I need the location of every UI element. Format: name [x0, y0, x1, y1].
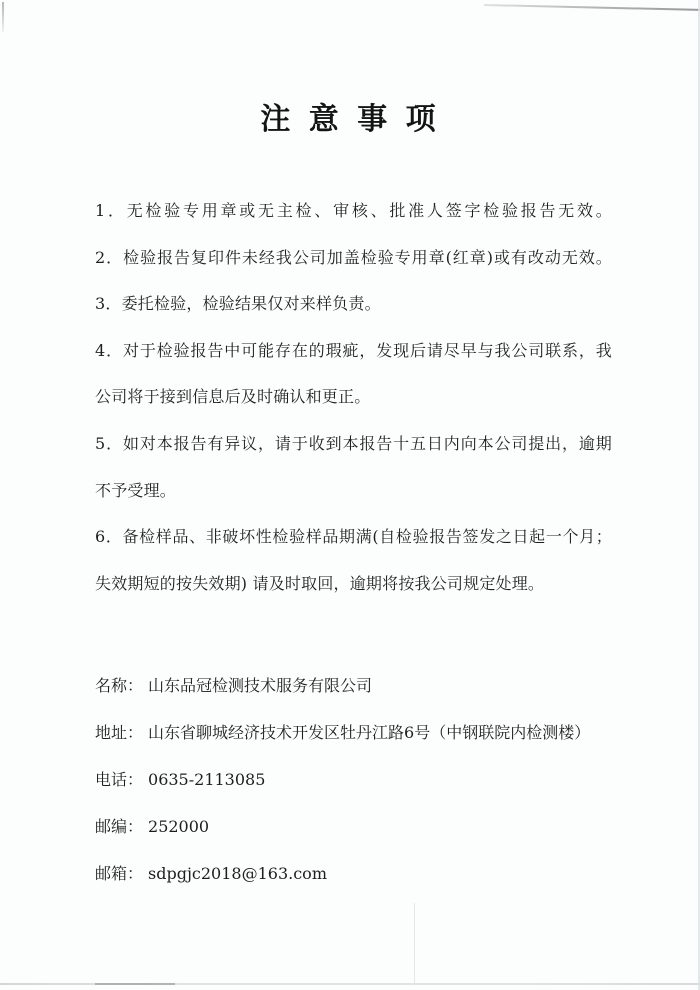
scan-artifact-paper-crease: [414, 903, 415, 985]
postal-code-value: 252000: [148, 817, 210, 836]
notice-item-3-line-1: 3．委托检验，检验结果仅对来样负责。: [95, 294, 381, 314]
contact-row-address: [95, 709, 635, 756]
address-label: 地址：: [95, 723, 144, 742]
phone-label: 电话：: [95, 770, 144, 789]
notice-item-4-line-1: 4．对于检验报告中可能存在的瑕疵，发现后请尽早与我公司联系，我: [95, 340, 612, 360]
contact-row-phone: [95, 756, 635, 803]
company-name-value: 山东品冠检测技术服务有限公司: [148, 676, 373, 695]
email-value: sdpgjc2018@163.com: [148, 864, 327, 883]
notice-item-6-line-1: 6．备检样品、非破坏性检验样品期满(自检验报告签发之日起一个月；: [95, 527, 612, 547]
contact-row-postal-code: [95, 803, 635, 850]
contact-block: [95, 662, 635, 897]
postal-code-label: 邮编：: [95, 817, 144, 836]
scan-artifact-top-left-tick: [2, 2, 4, 32]
email-label: 邮箱：: [95, 864, 144, 883]
page-title: 注 意 事 项: [260, 102, 440, 137]
notice-item-1-line-1: 1．无检验专用章或无主检、审核、批准人签字检验报告无效。: [95, 201, 612, 220]
scan-artifact-bottom-dark-dash: [95, 983, 175, 985]
company-name-label: 名称：: [95, 676, 144, 695]
notice-item-2-line-1: 2．检验报告复印件未经我公司加盖检验专用章(红章)或有改动无效。: [95, 247, 612, 267]
notice-item-4-line-2: 公司将于接到信息后及时确认和更正。: [95, 387, 371, 407]
notice-item-6-line-2: 失效期短的按失效期) 请及时取回，逾期将按我公司规定处理。: [95, 573, 545, 593]
address-value: 山东省聊城经济技术开发区牡丹江路6号（中钢联院内检测楼）: [148, 723, 591, 742]
notice-item-list: [95, 188, 612, 607]
notice-item-5-line-1: 5．如对本报告有异议，请于收到本报告十五日内向本公司提出，逾期: [95, 433, 612, 453]
contact-row-company-name: [95, 662, 635, 709]
contact-row-email: [95, 850, 635, 897]
scan-artifact-top-right-line: [484, 4, 700, 11]
notice-item-5-line-2: 不予受理。: [95, 480, 177, 500]
phone-value: 0635-2113085: [148, 770, 266, 789]
scan-artifact-bottom-edge-line: [0, 983, 700, 985]
